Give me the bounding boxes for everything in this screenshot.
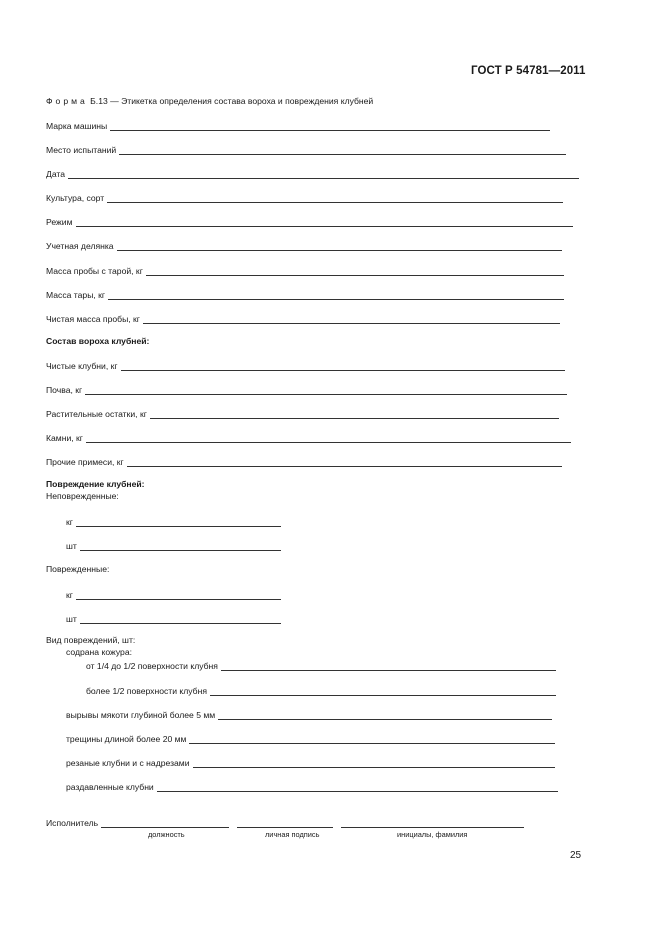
field-undamaged-pcs: шт (66, 539, 281, 551)
field-cracks: трещины длиной более 20 мм (66, 732, 555, 744)
fill-line[interactable] (150, 409, 559, 419)
field-damaged-pcs: шт (66, 612, 281, 624)
damage-types-heading: Вид повреждений, шт: (46, 635, 136, 645)
composition-heading: Состав вороха клубней: (46, 336, 150, 346)
field-undamaged-kg: кг (66, 515, 281, 527)
fill-line[interactable] (108, 290, 564, 300)
field-crushed-tubers: раздавленные клубни (66, 780, 558, 792)
fill-line[interactable] (110, 121, 550, 131)
field-soil: Почва, кг (46, 383, 567, 395)
field-sample-mass-tare: Масса пробы с тарой, кг (46, 264, 564, 276)
fill-line[interactable] (119, 145, 566, 155)
field-other-impurities: Прочие примеси, кг (46, 455, 562, 467)
position-line[interactable] (101, 818, 229, 828)
peeled-heading: содрана кожура: (66, 647, 133, 657)
standard-number: ГОСТ Р 54781—2011 (471, 65, 586, 77)
fill-line[interactable] (193, 758, 555, 768)
page-number: 25 (570, 850, 582, 861)
fill-line[interactable] (189, 734, 555, 744)
field-pulp-tears: вырывы мякоти глубиной более 5 мм (66, 708, 552, 720)
fill-line[interactable] (80, 541, 281, 551)
field-test-place: Место испытаний (46, 143, 566, 155)
form-label: Форма (46, 96, 88, 106)
field-stones: Камни, кг (46, 431, 571, 443)
field-clean-tubers: Чистые клубни, кг (46, 359, 565, 371)
name-caption: инициалы, фамилия (397, 830, 468, 839)
fill-line[interactable] (143, 314, 560, 324)
fill-line[interactable] (210, 686, 556, 696)
fill-line[interactable] (76, 217, 573, 227)
fill-line[interactable] (218, 710, 552, 720)
name-line[interactable] (341, 818, 524, 828)
field-date: Дата (46, 167, 579, 179)
fill-line[interactable] (76, 517, 281, 527)
field-peeled-over-half: более 1/2 поверхности клубня (86, 684, 556, 696)
undamaged-label: Неповрежденные: (46, 491, 119, 501)
field-cut-tubers: резаные клубни и с надрезами (66, 756, 555, 768)
field-damaged-kg: кг (66, 588, 281, 600)
field-net-mass: Чистая масса пробы, кг (46, 312, 560, 324)
form-title (46, 96, 373, 106)
fill-line[interactable] (127, 457, 562, 467)
fill-line[interactable] (80, 614, 281, 624)
damaged-label: Поврежденные: (46, 564, 110, 574)
fill-line[interactable] (76, 590, 281, 600)
executor-row: Исполнитель (46, 816, 524, 828)
field-machine-brand: Марка машины (46, 119, 550, 131)
fill-line[interactable] (107, 193, 563, 203)
field-mode: Режим (46, 215, 573, 227)
form-title-text: Б.13 — Этикетка определения состава вороха и повреждения клубней (90, 96, 374, 106)
fill-line[interactable] (157, 782, 558, 792)
fill-line[interactable] (121, 361, 565, 371)
fill-line[interactable] (86, 433, 571, 443)
signature-line[interactable] (237, 818, 333, 828)
position-caption: должность (148, 830, 185, 839)
field-plant-residues: Растительные остатки, кг (46, 407, 559, 419)
fill-line[interactable] (221, 661, 556, 671)
fill-line[interactable] (146, 266, 564, 276)
fill-line[interactable] (68, 169, 579, 179)
fill-line[interactable] (85, 385, 567, 395)
field-tare-mass: Масса тары, кг (46, 288, 564, 300)
damage-heading: Повреждение клубней: (46, 479, 145, 489)
field-peeled-quarter-half: от 1/4 до 1/2 поверхности клубня (86, 659, 556, 671)
field-plot: Учетная делянка (46, 239, 562, 251)
field-crop-variety: Культура, сорт (46, 191, 563, 203)
fill-line[interactable] (117, 241, 562, 251)
signature-caption: личная подпись (265, 830, 320, 839)
